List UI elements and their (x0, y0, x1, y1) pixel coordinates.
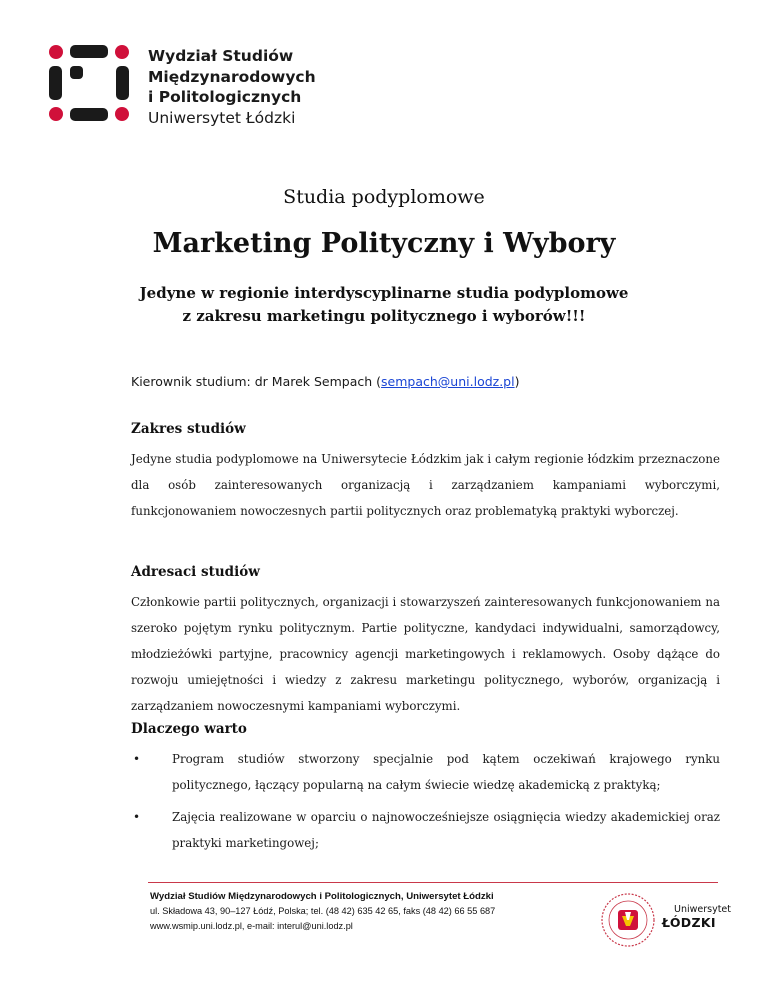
section-audience-body: Członkowie partii politycznych, organizacji i stowarzyszeń zainteresowanych funkcjonowaniem na szeroko pojętym rynku politycznym. Partie polityczne, kandydaci indywidualni, samorządowcy, młodzieżówki partyjne, pracownicy agencji marketingowych i reklamowych. Osoby dążące do rozwoju umiejętności i wiedzy z zakresu marketingu politycznego, wyborów, organizacją i zarządzaniem nowoczesnymi kampaniami wyborczymi. (131, 595, 720, 713)
section-scope-heading: Zakres studiów (131, 421, 246, 437)
tagline-line-2: z zakresu marketingu politycznego i wyborów!!! (182, 307, 586, 325)
section-why (131, 720, 720, 862)
list-item-text: Zajęcia realizowane w oparciu o najnowocześniejsze osiągnięcia wiedzy akademickiej oraz praktyki marketingowej; (172, 810, 720, 850)
director-line (131, 374, 519, 389)
section-audience-heading: Adresaci studiów (131, 564, 260, 580)
bullet-icon: • (133, 752, 141, 766)
tagline (0, 282, 768, 328)
faculty-name (148, 46, 316, 128)
bullet-icon: • (133, 810, 141, 824)
why-bullet-list (131, 746, 720, 856)
director-label: Kierownik studium: dr Marek Sempach ( (131, 374, 382, 389)
faculty-logo-icon (48, 44, 130, 122)
footer-line-3: www.wsmip.uni.lodz.pl, e-mail: interul@uni.lodz.pl (150, 921, 353, 931)
faculty-name-line-2: Międzynarodowych (148, 67, 316, 86)
document-subtitle: Studia podyplomowe (283, 186, 485, 208)
section-why-heading: Dlaczego warto (131, 721, 247, 737)
footer-address (150, 889, 495, 934)
faculty-name-line-3: i Politologicznych (148, 88, 302, 106)
list-item (131, 804, 720, 856)
director-email-link[interactable]: sempach@uni.lodz.pl (381, 374, 515, 389)
university-seal-icon (600, 892, 656, 948)
list-item (131, 746, 720, 798)
director-suffix: ) (514, 374, 520, 389)
document-title: Marketing Polityczny i Wybory (152, 228, 616, 259)
brand-small-text: Uniwersytet (674, 904, 731, 915)
brand-big-text: ŁÓDZKI (662, 915, 716, 930)
university-brand-mark (662, 904, 731, 930)
footer-divider (148, 882, 718, 883)
footer-line-2: ul. Składowa 43, 90–127 Łódź, Polska; tel. (48 42) 635 42 65, faks (48 42) 66 55 687 (150, 906, 496, 916)
section-scope (131, 420, 720, 524)
tagline-line-1: Jedyne w regionie interdyscyplinarne studia podyplomowe (139, 284, 629, 302)
list-item-text: Program studiów stworzony specjalnie pod kątem oczekiwań krajowego rynku politycznego, łączący popularną na całym świecie wiedzę akademicką z praktyką; (172, 752, 720, 792)
footer-line-1: Wydział Studiów Międzynarodowych i Politologicznych, Uniwersytet Łódzki (150, 891, 494, 902)
faculty-name-line-1: Wydział Studiów (148, 47, 294, 65)
section-scope-body: Jedyne studia podyplomowe na Uniwersytecie Łódzkim jak i całym regionie łódzkim przeznaczone dla osób zainteresowanych organizacją i zarządzaniem kampaniami wyborczymi, funkcjonowaniem nowoczesnych partii politycznych oraz problematyką praktyki wyborczej. (131, 452, 720, 518)
section-audience (131, 563, 720, 719)
university-name: Uniwersytet Łódzki (148, 108, 296, 127)
